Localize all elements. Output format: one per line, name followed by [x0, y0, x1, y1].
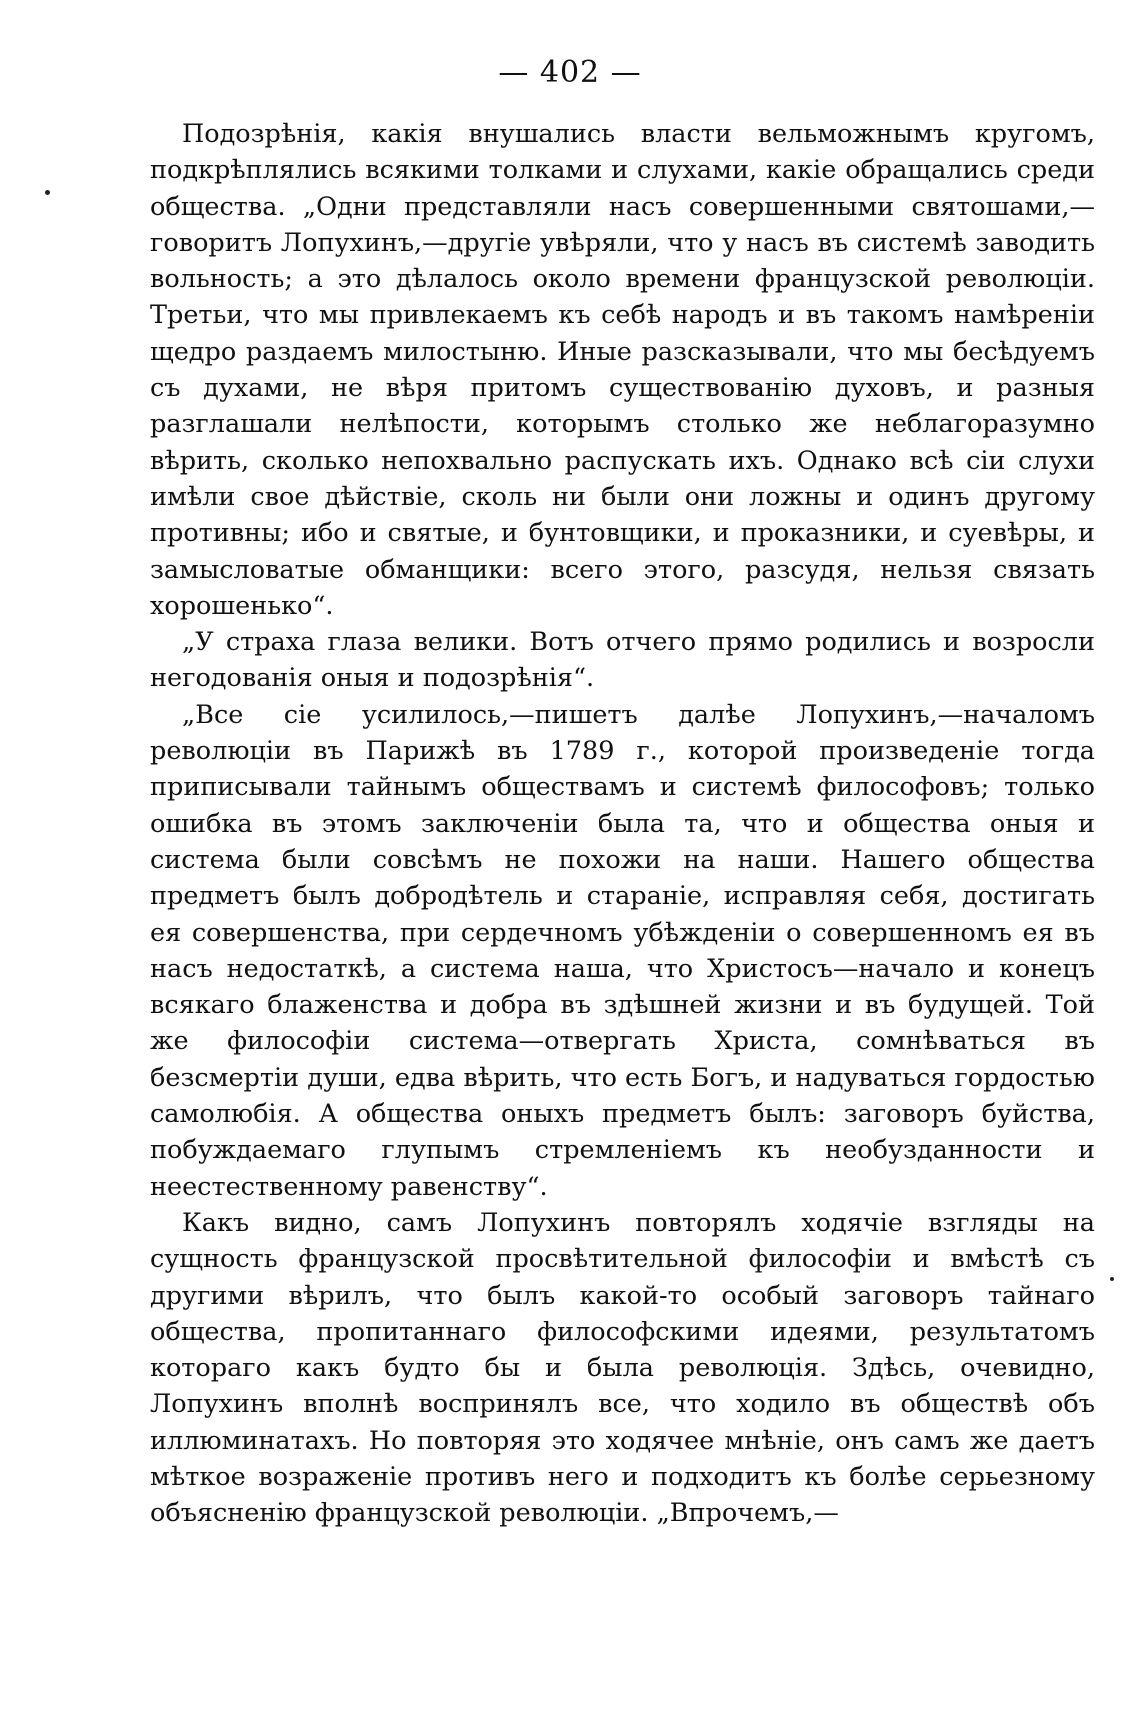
scan-speck — [1110, 1277, 1114, 1281]
paragraph-2: „У страха глаза велики. Вотъ отчего прямо родились и возросли негодованія оныя и подозрѣнія“. — [150, 627, 1095, 694]
paragraph-3: „Все сіе усилилось,—пишетъ далѣе Лопухинъ,—началомъ революціи въ Парижѣ въ 1789 г., которой произведеніе тогда приписывали тайнымъ обществамъ и системѣ философовъ; только ошибка въ этомъ заключеніи была та, что и общества оныя и система были совсѣмъ не похожи на наши. Нашего общества предметъ былъ добродѣтель и стараніе, исправляя себя, достигать ея совершенства, при сердечномъ убѣжденіи о совершенномъ ея въ насъ недостаткѣ, а система наша, что Христосъ—начало и конецъ всякаго блаженства и добра въ здѣшней жизни и въ будущей. Той же философіи система—отвергать Христа, сомнѣваться въ безсмертіи души, едва вѣрить, что есть Богъ, и надуваться гордостью самолюбія. А общества оныхъ предметъ былъ: заговоръ буйства, побуждаемаго глупымъ стремленіемъ къ необузданности и неестественному равенству“. — [150, 699, 1095, 1202]
scan-speck — [45, 190, 50, 195]
page-number: — 402 — — [498, 55, 642, 90]
paragraph-4: Какъ видно, самъ Лопухинъ повторялъ ходячіе взгляды на сущность французской просвѣтительной философіи и вмѣстѣ съ другими вѣрилъ, что былъ какой-то особый заговоръ тайнаго общества, пропитаннаго философскими идеями, результатомъ котораго какъ будто бы и была революція. Здѣсь, очевидно, Лопухинъ вполнѣ воспринялъ все, что ходило въ обществѣ объ иллюминатахъ. Но повторяя это ходячее мнѣніе, онъ самъ же даетъ мѣткое возраженіе противъ него и подходитъ къ болѣе серьезному объясненію французской революціи. „Впрочемъ,— — [150, 1207, 1095, 1529]
text-body — [150, 116, 1095, 1532]
paragraph-1: Подозрѣнія, какія внушались власти вельможнымъ кругомъ, подкрѣплялись всякими толками и слухами, какіе обращались среди общества. „Одни представляли насъ совершенными святошами,—говоритъ Лопухинъ,—другіе увѣряли, что у насъ въ системѣ заводить вольность; а это дѣлалось около времени французской революціи. Третьи, что мы привлекаемъ къ себѣ народъ и въ такомъ намѣреніи щедро раздаемъ милостыню. Иные разсказывали, что мы бесѣдуемъ съ духами, не вѣря притомъ существованію духовъ, и разныя разглашали нелѣпости, которымъ столько же неблагоразумно вѣрить, сколько непохвально распускать ихъ. Однако всѣ сіи слухи имѣли свое дѣйствіе, сколь ни были они ложны и одинъ другому противны; ибо и святые, и бунтовщики, и проказники, и суевѣры, и замысловатые обманщики: всего этого, разсудя, нельзя связать хорошенько“. — [150, 119, 1095, 621]
